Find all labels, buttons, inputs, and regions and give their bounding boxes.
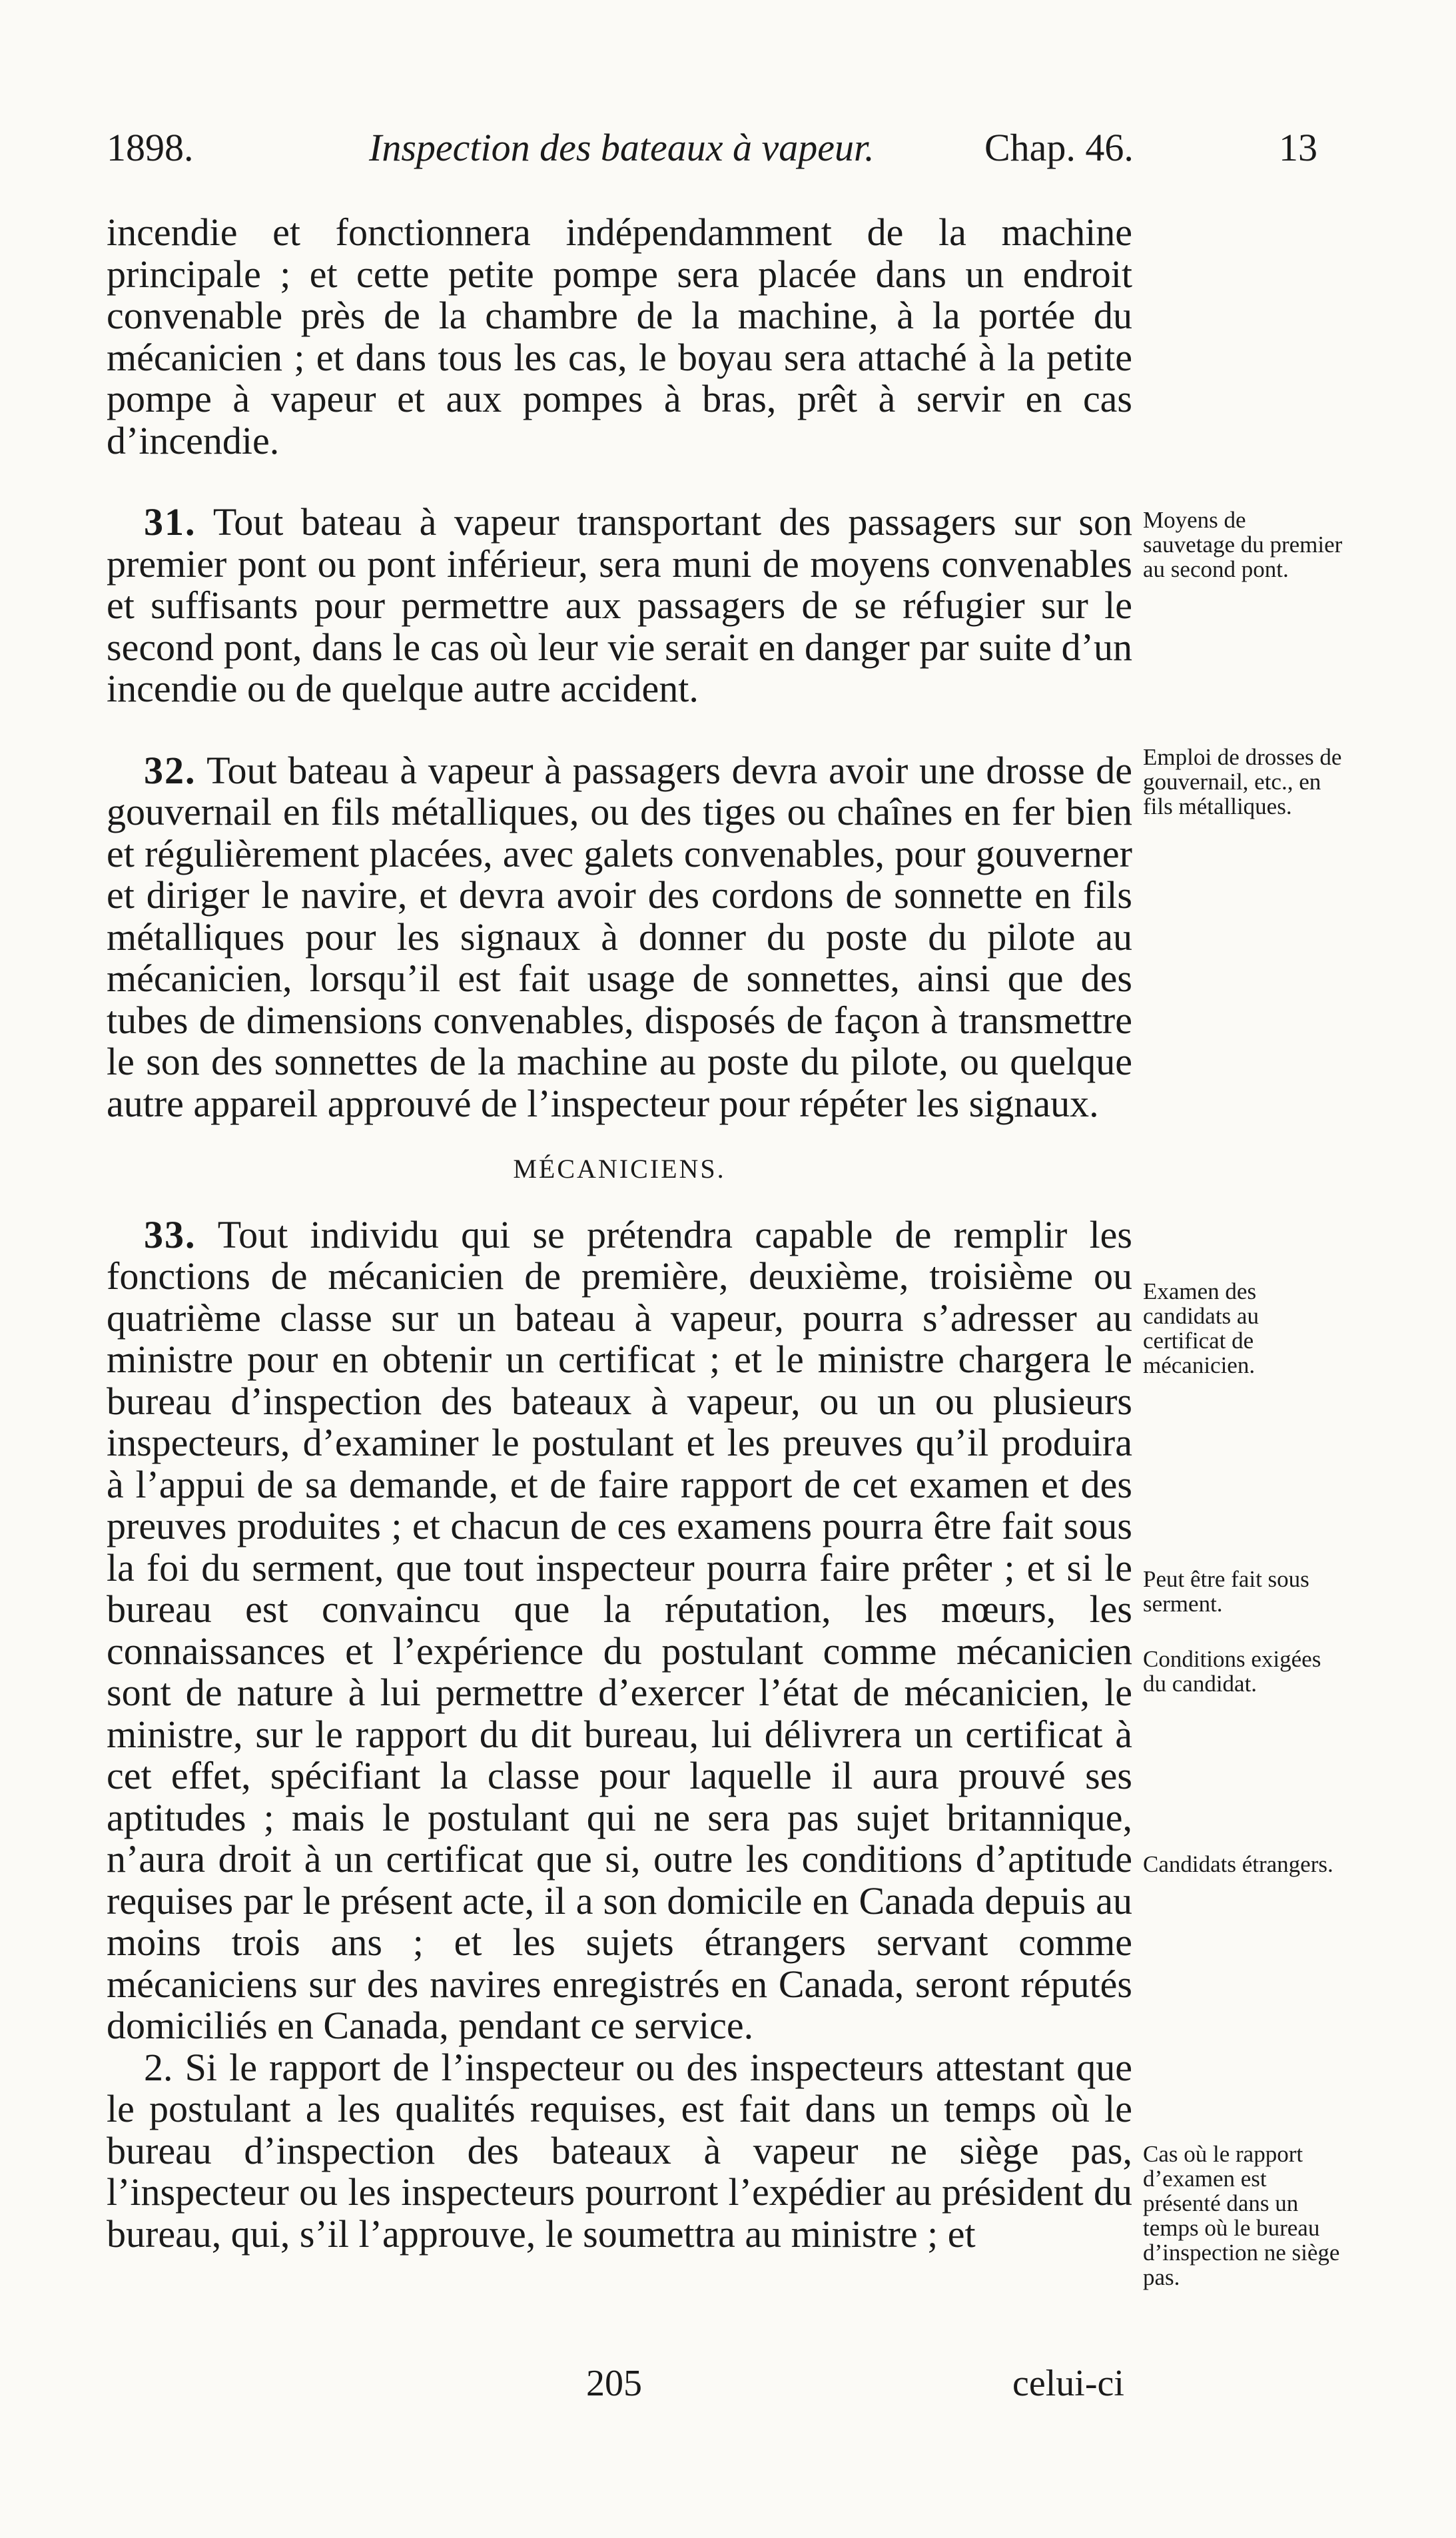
section-33 [107, 1214, 1132, 2047]
header-chapter: Chap. 46. [984, 126, 1134, 169]
margin-note-33-report: Cas où le rapport d’examen est présenté dans un temps où le bureau d’inspection ne siège pas. [1143, 2141, 1340, 2290]
section-31-number: 31. [144, 500, 196, 544]
section-31 [107, 502, 1132, 710]
section-33-subsection-2 [107, 2047, 1132, 2256]
header-page-number: 13 [1279, 126, 1317, 169]
section-32-text: Tout bateau à vapeur à passagers devra avoir une drosse de gouvernail en fils métalliques, ou des tiges ou chaînes en fer bien et régulièrement placées, avec galets convenables, pour gouverner et diriger le navire, et devra avoir des cordons de sonnette en fils métalliques pour les signaux à donner du poste du pilote au mécanicien, lorsqu’il est fait usage de sonnettes, ainsi que des tubes de dimensions convenables, disposés de façon à transmettre le son des sonnettes de la machine au poste du pilote, ou quelque autre appareil approuvé de l’inspecteur pour répéter les signaux. [107, 748, 1132, 1125]
margin-note-33-foreigners: Candidats étrangers. [1143, 1851, 1333, 1877]
margin-note-33-exam: Examen des candidats au certificat de mécanicien. [1143, 1278, 1259, 1378]
section-33-number: 33. [144, 1212, 196, 1256]
footer-catchword: celui-ci [1012, 2363, 1124, 2404]
section-heading: MÉCANICIENS. [513, 1154, 726, 1184]
footer-page-number: 205 [586, 2363, 642, 2404]
header-title: Inspection des bateaux à vapeur. [369, 126, 875, 169]
margin-note-33-conditions: Conditions exigées du candidat. [1143, 1646, 1321, 1697]
intro-paragraph: incendie et fonctionnera indépendamment de la machine principale ; et cette petite pompe sera placée dans un endroit convenable près de la chambre de la machine, à la portée du mécanicien ; et dans tous les cas, le boyau sera attaché à la petite pompe à vapeur et aux pompes à bras, prêt à servir en cas d’incendie. [107, 211, 1132, 462]
section-32 [107, 750, 1132, 1125]
running-header [107, 125, 1319, 179]
margin-note-32: Emploi de drosses de gouvernail, etc., en fils métalliques. [1143, 744, 1342, 819]
header-year: 1898. [107, 126, 194, 169]
subsection-text: Si le rapport de l’inspecteur ou des inspecteurs attestant que le postulant a les qualités requises, est fait dans un temps où le bureau d’inspection des bateaux à vapeur ne siège pas, l’inspecteur ou les inspecteurs pourront l’expédier au président du bureau, qui, s’il l’approuve, le soumettra au ministre ; et [107, 2045, 1132, 2256]
margin-note-31: Moyens de sauvetage du premier au second pont. [1143, 507, 1343, 582]
section-32-number: 32. [144, 748, 196, 792]
main-text [107, 212, 1132, 2255]
section-33-text: Tout individu qui se prétendra capable de remplir les fonctions de mécanicien de première, deuxième, troisième ou quatrième classe sur un bateau à vapeur, pourra s’adresser au ministre pour en obtenir un certificat ; et le ministre chargera le bureau d’inspection des bateaux à vapeur, ou un ou plusieurs inspecteurs, d’examiner le postulant et les preuves qu’il produira à l’appui de sa demande, et de faire rapport de cet examen et des preuves produites ; et chacun de ces examens pourra être fait sous la foi du serment, que tout inspecteur pourra faire prêter ; et si le bureau est convaincu que la réputation, les mœurs, les connaissances et l’expérience du postulant comme mécanicien sont de nature à lui permettre d’exercer l’état de mécanicien, le ministre, sur le rapport du dit bureau, lui délivrera un certificat à cet effet, spécifiant la classe pour laquelle il aura prouvé ses aptitudes ; mais le postulant qui ne sera pas sujet britannique, n’aura droit à un certificat que si, outre les conditions d’aptitude requises par le présent acte, il a son domicile en Canada depuis au moins trois ans ; et les sujets étrangers servant comme mécaniciens sur des navires enregistrés en Canada, seront réputés domiciliés en Canada, pendant ce service. [107, 1212, 1132, 2047]
subsection-number: 2. [144, 2045, 173, 2089]
margin-note-33-oath: Peut être fait sous serment. [1143, 1566, 1309, 1617]
section-31-text: Tout bateau à vapeur transportant des passagers sur son premier pont ou pont inférieur, sera muni de moyens convenables et suffisants pour permettre aux passagers de se réfugier sur le second pont, dans le cas où leur vie serait en danger par suite d’un incendie ou de quelque autre accident. [107, 500, 1133, 710]
